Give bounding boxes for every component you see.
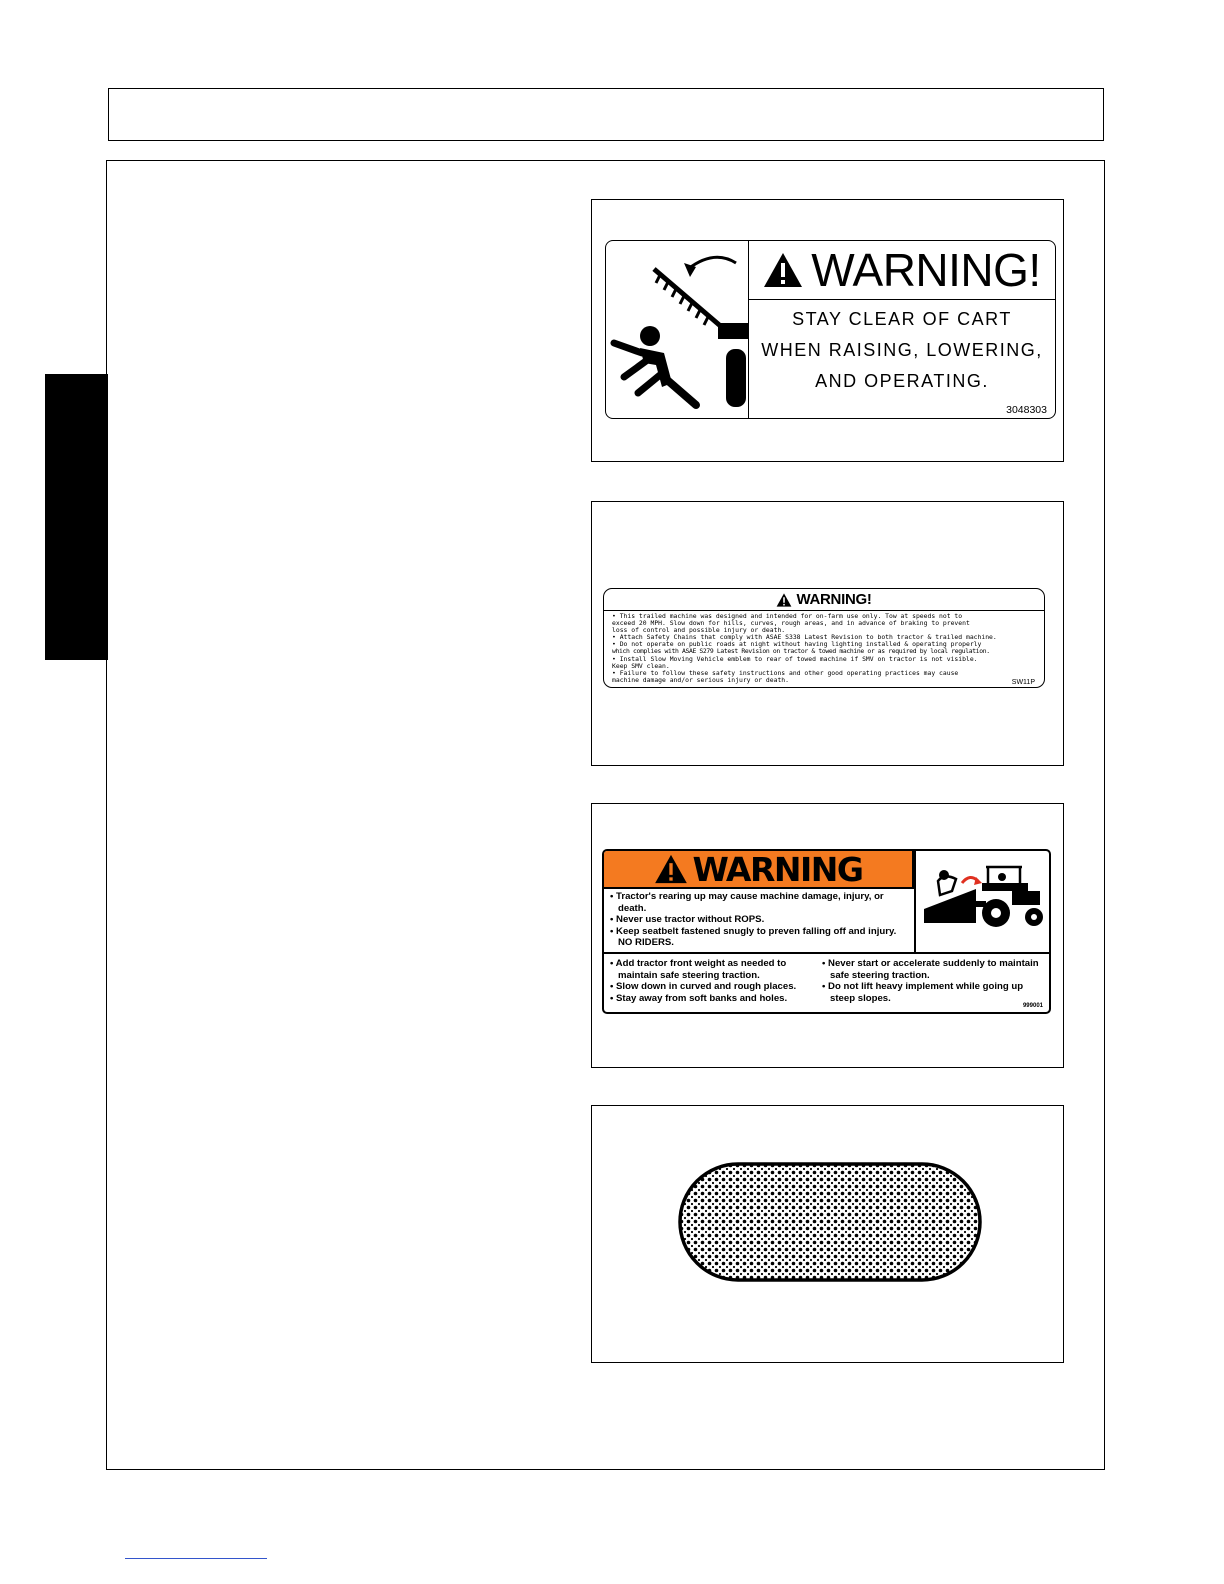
warning-triangle-icon — [763, 252, 803, 288]
warning-decal-towing — [603, 588, 1045, 688]
warning-heading-text: WARNING! — [811, 244, 1041, 296]
warning-triangle-icon — [776, 593, 792, 607]
decal-bottom-left-message — [608, 958, 818, 1004]
decal-frame-4 — [591, 1105, 1064, 1363]
decal-top-message — [608, 891, 908, 949]
decal-message — [749, 301, 1055, 400]
decal-message-line: exceed 20 MPH. Slow down for hills, curves, rough areas, and in advance of braking to prevent — [612, 619, 970, 628]
decal-heading — [604, 851, 914, 889]
decal-heading — [749, 241, 1055, 300]
decal-message-line: • Attach Safety Chains that comply with ASAE S338 Latest Revision to both tractor & trailed machine. — [612, 633, 997, 642]
decal-message-line: STAY CLEAR OF CART — [792, 309, 1012, 329]
tractor-rearing-pictogram — [914, 851, 1049, 952]
decal-message-line: Keep SMV clean. — [612, 661, 670, 670]
warning-decal-tractor-rearing — [602, 849, 1051, 1014]
cart-hazard-pictogram — [606, 241, 749, 418]
warning-heading-text: WARNING! — [796, 591, 872, 608]
decal-frame-3 — [591, 803, 1064, 1068]
decal-frame-1 — [591, 199, 1064, 462]
decal-divider — [604, 952, 1049, 954]
decal-frame-2 — [591, 501, 1064, 766]
decal-message-line: • Do not operate on public roads at night without having lighting installed & operating properly — [612, 640, 982, 649]
decal-message-line: AND OPERATING. — [815, 371, 989, 391]
decal-message-line: which complies with ASAE S279 Latest Revision on tractor & towed machine or as required by local regulation. — [612, 647, 990, 656]
reflector-decal — [678, 1162, 982, 1282]
decal-bottom-right-message — [820, 958, 1050, 1004]
warning-bullet: • Slow down in curved and rough places. — [610, 981, 797, 992]
decal-heading — [604, 589, 1044, 611]
footer-link-underline — [125, 1558, 267, 1559]
warning-decal-stay-clear — [605, 240, 1056, 419]
decal-message-line: • Install Slow Moving Vehicle emblem to rear of towed machine if SMV on tractor is not visible. — [612, 654, 978, 663]
section-side-tab — [45, 374, 108, 660]
decal-message-line: loss of control and possible injury or death. — [612, 626, 786, 635]
warning-bullet: • Add tractor front weight as needed to maintain safe steering traction. — [610, 958, 787, 981]
decal-message — [604, 611, 1044, 684]
decal-message-line: machine damage and/or serious injury or death. — [612, 675, 789, 684]
warning-bullet: • Never use tractor without ROPS. — [610, 914, 765, 925]
warning-heading-text: WARNING — [692, 849, 863, 889]
warning-bullet: • Keep seatbelt fastened snugly to preven falling off and injury. NO RIDERS. — [610, 925, 897, 948]
warning-bullet: • Never start or accelerate suddenly to maintain safe steering traction. — [822, 958, 1039, 981]
page-header-box — [108, 88, 1104, 141]
decal-message-line: • This trailed machine was designed and intended for on-farm use only. Tow at speeds not to — [612, 612, 963, 620]
decal-message-line: WHEN RAISING, LOWERING, — [761, 340, 1043, 360]
decal-message-line: • Failure to follow these safety instructions and other good operating practices may cause — [612, 668, 959, 677]
warning-bullet: • Tractor's rearing up may cause machine damage, injury, or death. — [610, 891, 884, 914]
decal-part-number: 3048303 — [1006, 404, 1047, 416]
warning-triangle-icon — [654, 854, 688, 884]
decal-part-number: SW11P — [1011, 679, 1035, 686]
warning-bullet: • Stay away from soft banks and holes. — [610, 992, 788, 1004]
decal-part-number: 999001 — [1022, 1003, 1043, 1009]
warning-bullet: • Do not lift heavy implement while going up steep slopes. — [822, 981, 1024, 1004]
